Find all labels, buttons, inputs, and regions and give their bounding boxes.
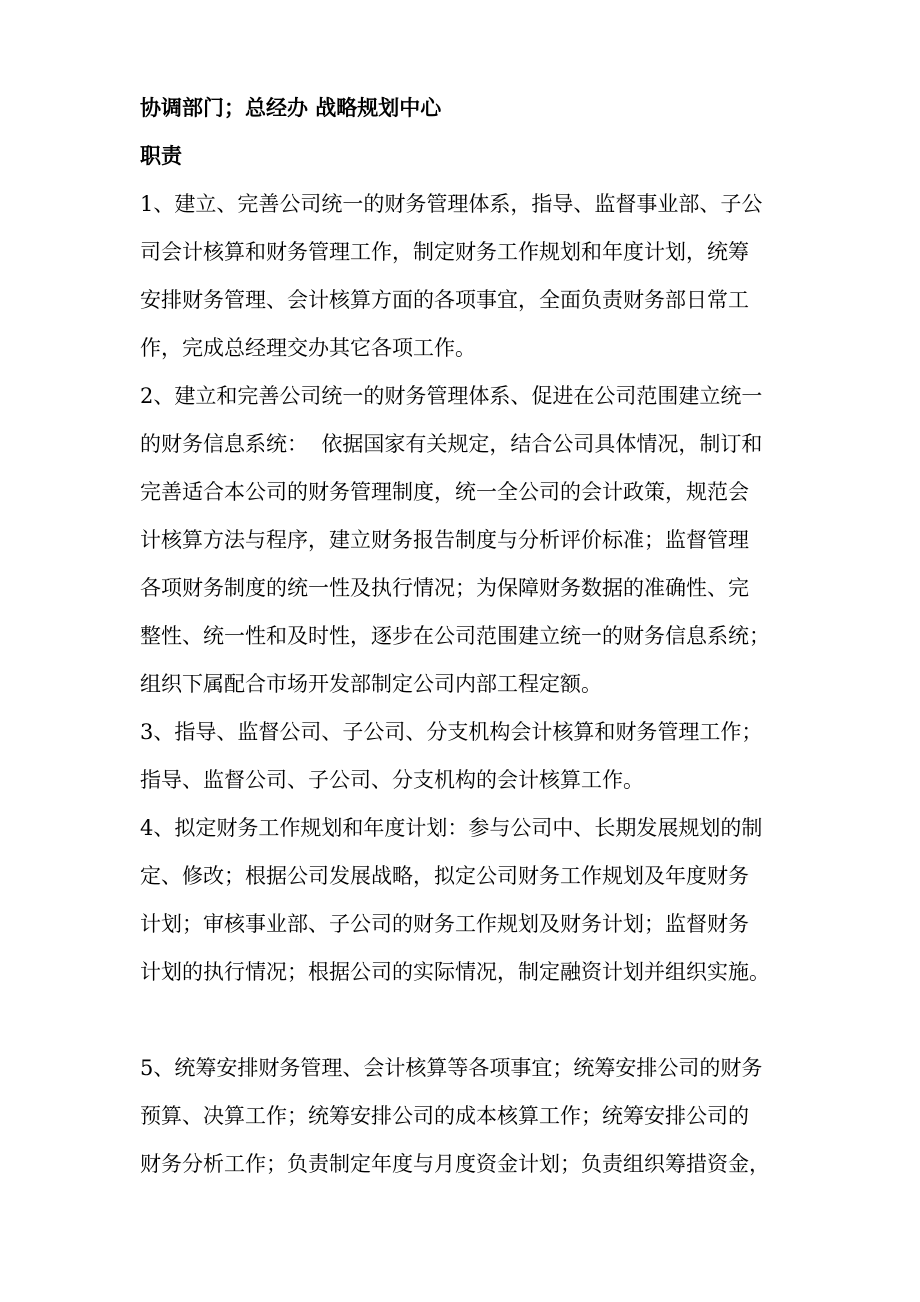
paragraph-line: 计划；审核事业部、子公司的财务工作规划及财务计划；监督财务 [140, 912, 749, 936]
duty-item-4 [140, 804, 784, 996]
paragraph-line: 整性、统一性和及时性，逐步在公司范围建立统一的财务信息系统； [140, 624, 770, 648]
duties-heading: 职责 [140, 143, 182, 168]
paragraph-line: 各项财务制度的统一性及执行情况；为保障财务数据的准确性、完 [140, 576, 749, 600]
document-page [140, 84, 784, 1188]
paragraph-line: 安排财务管理、会计核算方面的各项事宜，全面负责财务部日常工 [140, 288, 749, 312]
paragraph-line: 司会计核算和财务管理工作，制定财务工作规划和年度计划，统筹 [140, 240, 749, 264]
duty-item-5 [140, 1044, 784, 1188]
paragraph-line: 计划的执行情况；根据公司的实际情况，制定融资计划并组织实施。 [140, 960, 770, 984]
paragraph-line: 4、拟定财务工作规划和年度计划：参与公司中、长期发展规划的制 [140, 816, 763, 840]
paragraph-line: 2、建立和完善公司统一的财务管理体系、促进在公司范围建立统一 [140, 384, 763, 408]
paragraph-line: 财务分析工作；负责制定年度与月度资金计划；负责组织筹措资金， [140, 1152, 770, 1176]
paragraph-spacer [140, 996, 784, 1044]
paragraph-line: 完善适合本公司的财务管理制度，统一全公司的会计政策，规范会 [140, 480, 749, 504]
duty-item-3 [140, 708, 784, 804]
paragraph-line: 计核算方法与程序，建立财务报告制度与分析评价标准；监督管理 [140, 528, 749, 552]
duty-item-2 [140, 372, 784, 708]
paragraph-line: 组织下属配合市场开发部制定公司内部工程定额。 [140, 672, 602, 696]
paragraph-line: 预算、决算工作；统筹安排公司的成本核算工作；统筹安排公司的 [140, 1104, 749, 1128]
paragraph-line: 作，完成总经理交办其它各项工作。 [140, 336, 476, 360]
paragraph-line: 定、修改；根据公司发展战略，拟定公司财务工作规划及年度财务 [140, 864, 749, 888]
paragraph-line: 5、统筹安排财务管理、会计核算等各项事宜；统筹安排公司的财务 [140, 1056, 763, 1080]
paragraph-line: 指导、监督公司、子公司、分支机构的会计核算工作。 [140, 768, 644, 792]
paragraph-line: 1、建立、完善公司统一的财务管理体系，指导、监督事业部、子公 [140, 192, 763, 216]
paragraph-line: 3、指导、监督公司、子公司、分支机构会计核算和财务管理工作； [140, 720, 763, 744]
coordination-departments: 协调部门；总经办 战略规划中心 [140, 95, 442, 120]
paragraph-line: 的财务信息系统： 依据国家有关规定，结合公司具体情况，制订和 [140, 432, 763, 456]
duty-item-1 [140, 180, 784, 372]
